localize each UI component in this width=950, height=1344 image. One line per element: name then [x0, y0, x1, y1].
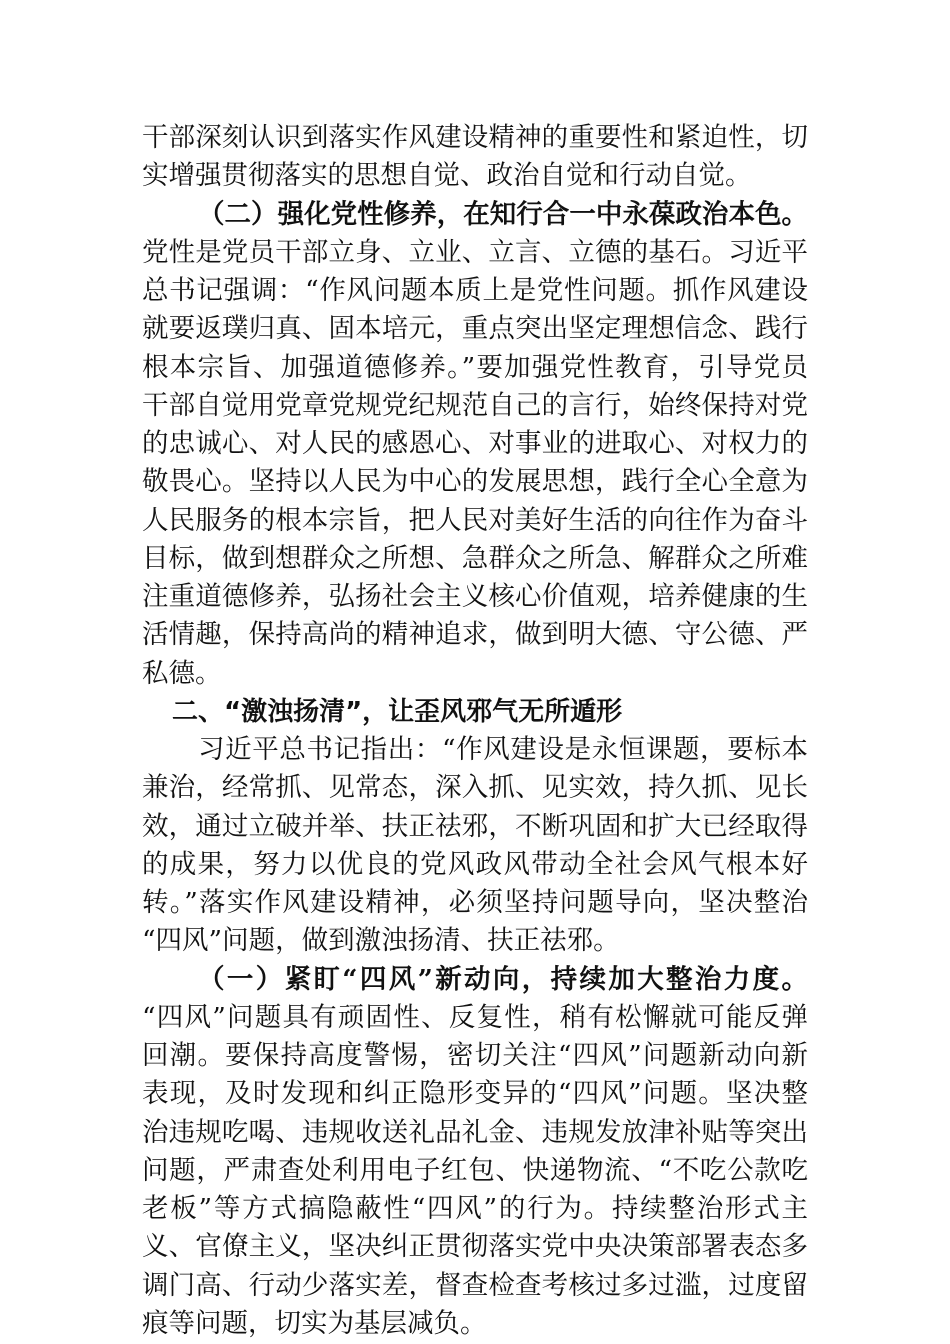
paragraph-line: 转。”落实作风建设精神，必须坚持问题导向，坚决整治	[142, 887, 808, 919]
paragraph-line: 党性是党员干部立身、立业、立言、立德的基石。习近平	[142, 236, 808, 268]
paragraph-line: 人民服务的根本宗旨，把人民对美好生活的向往作为奋斗	[142, 504, 808, 536]
paragraph-line: 调门高、行动少落实差，督查检查考核过多过滥，过度留	[142, 1269, 808, 1301]
paragraph-line: 习近平总书记指出：“作风建设是永恒课题，要标本	[198, 734, 808, 766]
paragraph-line: 痕等问题，切实为基层减负。	[142, 1308, 487, 1339]
paragraph-line: 目标，做到想群众之所想、急群众之所急、解群众之所难	[142, 542, 808, 574]
paragraph-line: 注重道德修养，弘扬社会主义核心价值观，培养健康的生	[142, 581, 808, 613]
paragraph-line: 干部自觉用党章党规党纪规范自己的言行，始终保持对党	[142, 389, 808, 421]
paragraph-line: “四风”问题，做到激浊扬清、扶正祛邪。	[142, 925, 620, 957]
paragraph-line: “四风”问题具有顽固性、反复性，稍有松懈就可能反弹	[142, 1001, 808, 1033]
subsection-heading: （二）强化党性修养，在知行合一中永葆政治本色。	[198, 198, 808, 230]
paragraph-line: 的成果，努力以优良的党风政风带动全社会风气根本好	[142, 848, 808, 880]
paragraph-line: 回潮。要保持高度警惕，密切关注“四风”问题新动向新	[142, 1040, 808, 1072]
subsection-heading: （一）紧盯“四风”新动向，持续加大整治力度。	[198, 963, 808, 995]
paragraph-line: 总书记强调：“作风问题本质上是党性问题。抓作风建设	[142, 275, 808, 307]
paragraph-line: 活情趣，保持高尚的精神追求，做到明大德、守公德、严	[142, 619, 808, 651]
paragraph-line: 问题，严肃查处利用电子红包、快递物流、“不吃公款吃	[142, 1154, 808, 1186]
paragraph-line: 义、官僚主义，坚决纠正贯彻落实党中央决策部署表态多	[142, 1231, 808, 1263]
paragraph-line: 敬畏心。坚持以人民为中心的发展思想，践行全心全意为	[142, 466, 808, 498]
paragraph-line: 干部深刻认识到落实作风建设精神的重要性和紧迫性，切	[142, 122, 808, 153]
paragraph-line: 效，通过立破并举、扶正祛邪，不断巩固和扩大已经取得	[142, 810, 808, 842]
paragraph-line: 根本宗旨、加强道德修养。”要加强党性教育，引导党员	[142, 351, 808, 383]
paragraph-line: 治违规吃喝、违规收送礼品礼金、违规发放津补贴等突出	[142, 1116, 808, 1148]
section-heading: 二、“激浊扬清”，让歪风邪气无所遁形	[172, 696, 623, 727]
paragraph-line: 老板”等方式搞隐蔽性“四风”的行为。持续整治形式主	[142, 1193, 808, 1225]
paragraph-line: 的忠诚心、对人民的感恩心、对事业的进取心、对权力的	[142, 428, 808, 460]
paragraph-line: 兼治，经常抓、见常态，深入抓、见实效，持久抓、见长	[142, 772, 808, 804]
paragraph-line: 私德。	[142, 657, 222, 689]
paragraph-line: 表现，及时发现和纠正隐形变异的“四风”问题。坚决整	[142, 1078, 808, 1110]
paragraph-line: 实增强贯彻落实的思想自觉、政治自觉和行动自觉。	[142, 160, 752, 192]
paragraph-line: 就要返璞归真、固本培元，重点突出坚定理想信念、践行	[142, 313, 808, 345]
